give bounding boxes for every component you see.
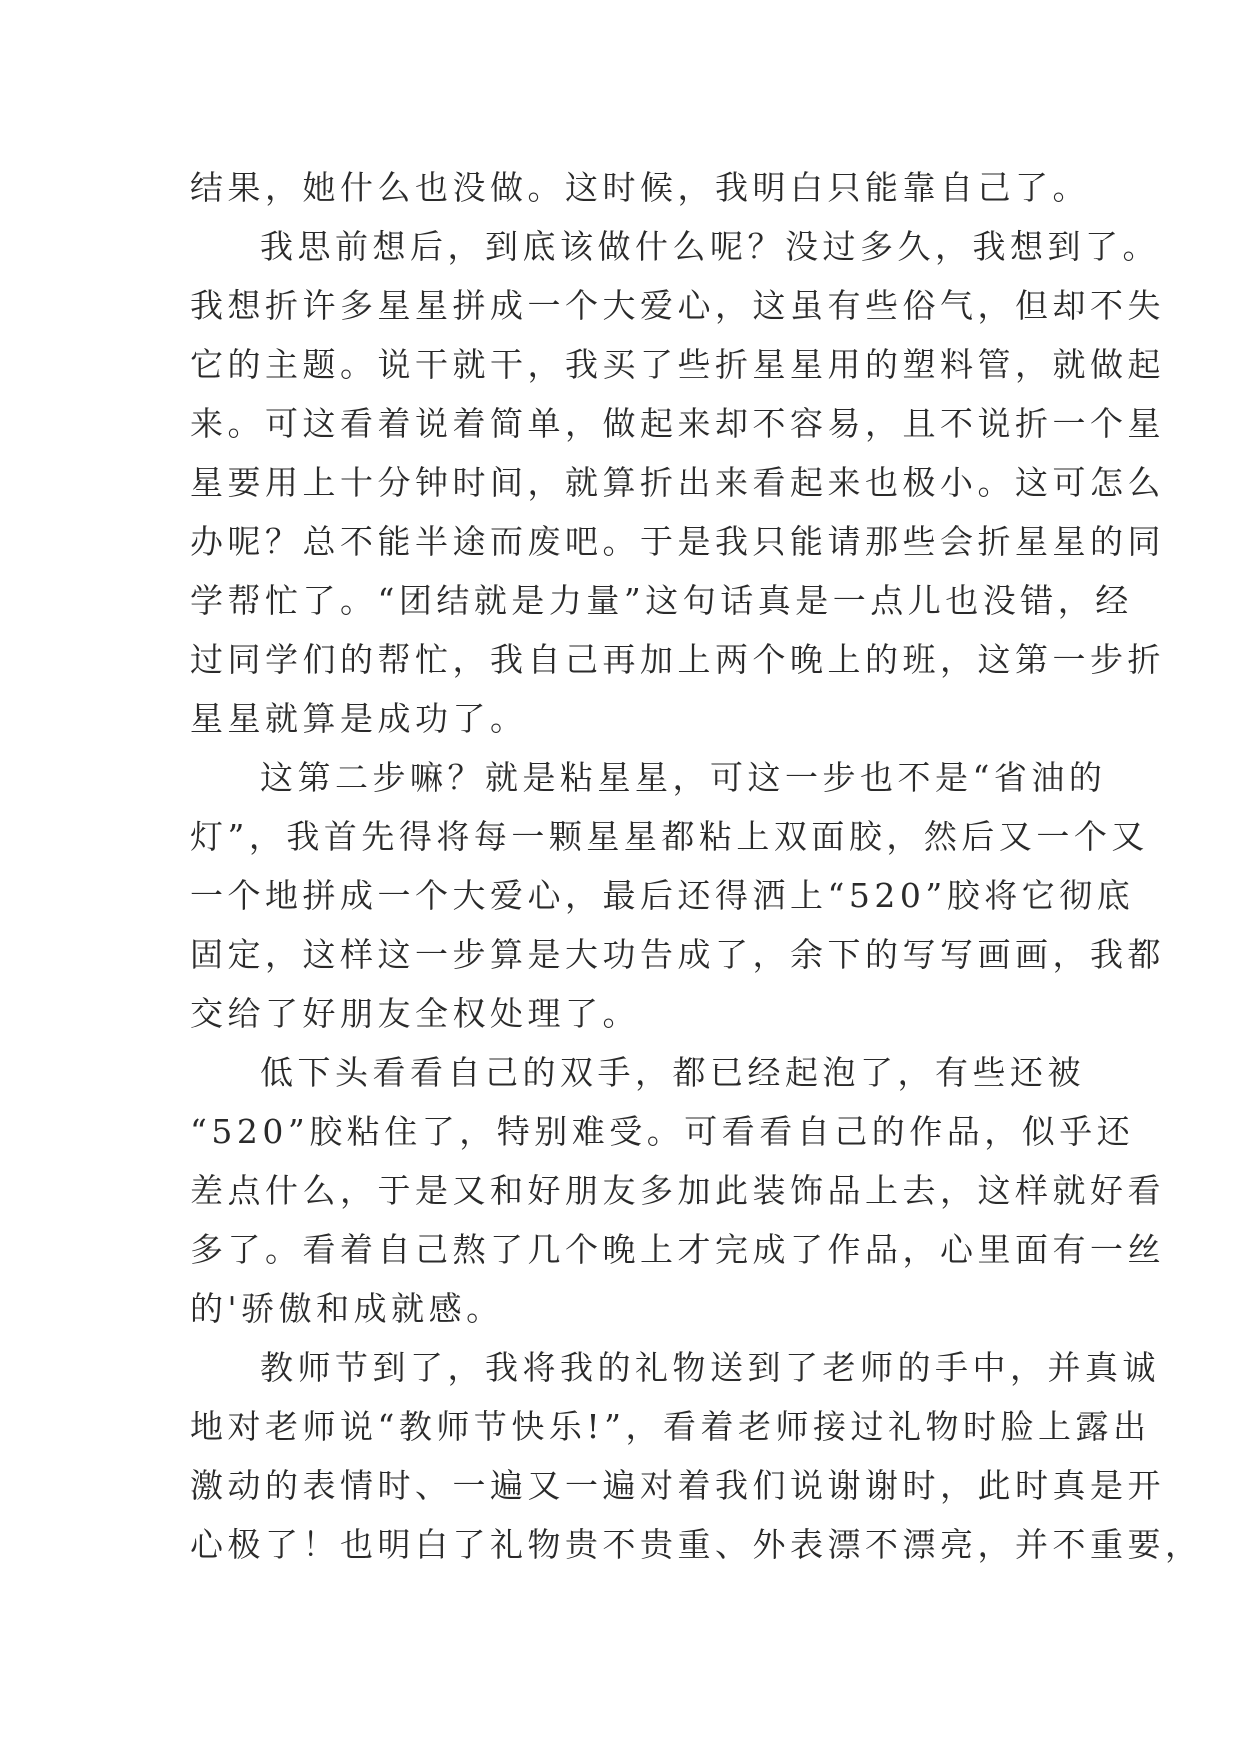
text-line: 灯”，我首先得将每一颗星星都粘上双面胶，然后又一个又	[190, 817, 1149, 856]
text-line: 星星就算是成功了。	[190, 699, 528, 738]
essay-text	[190, 158, 1203, 1574]
text-line: 交给了好朋友全权处理了。	[190, 994, 640, 1033]
text-line: 固定，这样这一步算是大功告成了，余下的写写画画，我都	[190, 935, 1165, 974]
paragraph-start-line: 教师节到了，我将我的礼物送到了老师的手中，并真诚	[260, 1348, 1160, 1387]
paragraph-start-line: 低下头看看自己的双手，都已经起泡了，有些还被	[260, 1053, 1085, 1092]
text-line: 来。可这看着说着简单，做起来却不容易，且不说折一个星	[190, 404, 1165, 443]
text-line: “520”胶粘住了，特别难受。可看看自己的作品，似乎还	[190, 1112, 1135, 1151]
paragraph-start-line: 我思前想后，到底该做什么呢？没过多久，我想到了。	[260, 227, 1160, 266]
text-line: 差点什么，于是又和好朋友多加此装饰品上去，这样就好看	[190, 1171, 1165, 1210]
text-line: 星要用上十分钟时间，就算折出来看起来也极小。这可怎么	[190, 463, 1165, 502]
text-line: 激动的表情时、一遍又一遍对着我们说谢谢时，此时真是开	[190, 1466, 1165, 1505]
text-line: 一个地拼成一个大爱心，最后还得洒上“520”胶将它彻底	[190, 876, 1135, 915]
text-line: 我想折许多星星拼成一个大爱心，这虽有些俗气，但却不失	[190, 286, 1165, 325]
text-line: 的'骄傲和成就感。	[190, 1289, 504, 1328]
text-line: 它的主题。说干就干，我买了些折星星用的塑料管，就做起	[190, 345, 1165, 384]
text-line: 学帮忙了。“团结就是力量”这句话真是一点儿也没错，经	[190, 581, 1133, 620]
text-line: 心极了！也明白了礼物贵不贵重、外表漂不漂亮，并不重要，	[190, 1525, 1203, 1564]
text-line: 过同学们的帮忙，我自己再加上两个晚上的班，这第一步折	[190, 640, 1165, 679]
text-line: 结果，她什么也没做。这时候，我明白只能靠自己了。	[190, 168, 1090, 207]
text-line: 多了。看着自己熬了几个晚上才完成了作品，心里面有一丝	[190, 1230, 1165, 1269]
text-line: 地对老师说“教师节快乐!”，看着老师接过礼物时脸上露出	[190, 1407, 1151, 1446]
text-line: 办呢？总不能半途而废吧。于是我只能请那些会折星星的同	[190, 522, 1165, 561]
paragraph-start-line: 这第二步嘛？就是粘星星，可这一步也不是“省油的	[260, 758, 1107, 797]
